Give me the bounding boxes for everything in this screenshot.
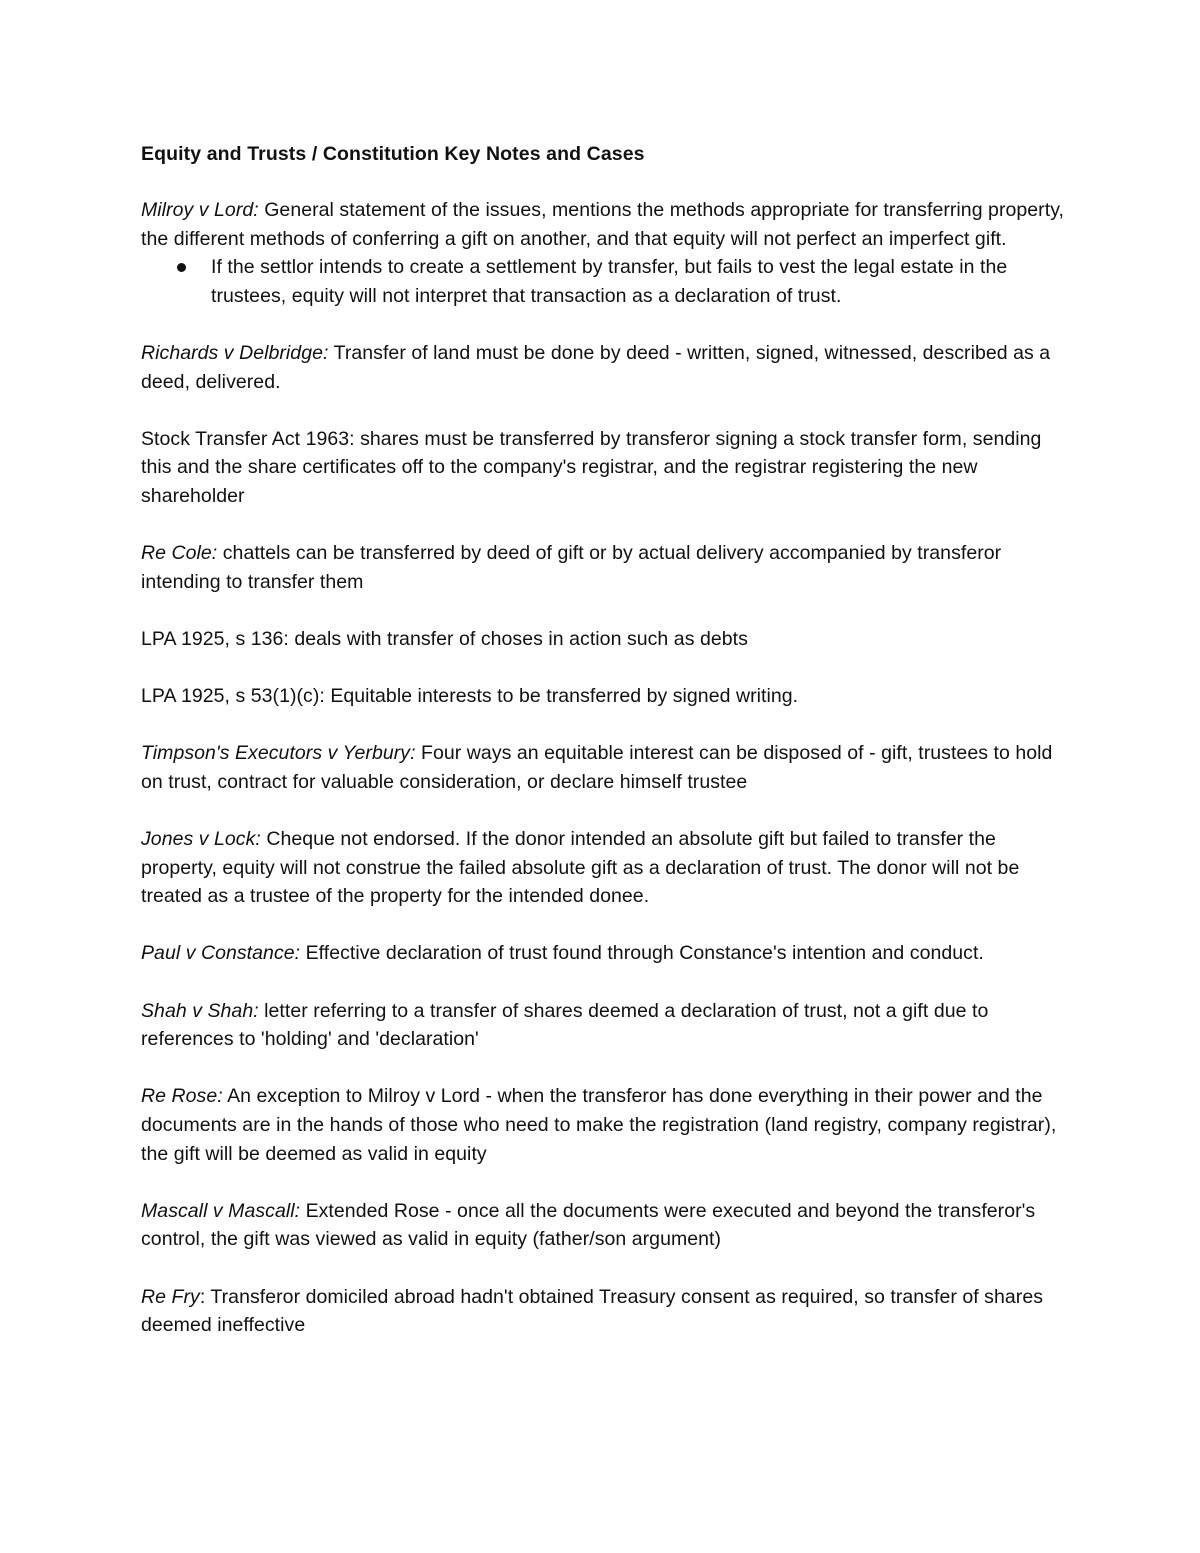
entry-text: Transfer of land must be done by deed - written, signed, witnessed, described as a deed, delivered. [141, 341, 1051, 393]
case-name: Re Cole: [141, 542, 218, 565]
entry-text: Four ways an equitable interest can be disposed of - gift, trustees to hold on trust, contract for valuable consideration, or declare himself trustee [141, 742, 1053, 793]
entry-lpa-s136 [141, 625, 1071, 654]
entry-lpa-s53 [141, 682, 1071, 711]
entry-milroy-v-lord [141, 196, 1071, 253]
entry-text: Cheque not endorsed. If the donor intended an absolute gift but failed to transfer the property, equity will not construe the failed absolute gift as a declaration of trust. The donor will not be treated as a trustee of the property for the intended donee. [141, 828, 1020, 908]
document-page [141, 140, 1071, 1368]
bullet-list [141, 253, 1071, 310]
entry-timpsons-executors [141, 739, 1071, 796]
bullet-item [141, 253, 1071, 310]
case-name: Re Rose: [141, 1085, 223, 1108]
entry-stock-transfer-act [141, 425, 1071, 511]
case-name: Milroy v Lord: [141, 199, 259, 221]
bullet-text: If the settlor intends to create a settlement by transfer, but fails to vest the legal estate in the trustees, equity will not interpret that transaction as a declaration of trust. [211, 256, 1008, 307]
entry-text: An exception to Milroy v Lord - when the transferor has done everything in their power and the documents are in the hands of those who need to make the registration (land registry, company registrar), the gift will be deemed as valid in equity [141, 1085, 1057, 1165]
case-name: Paul v Constance: [141, 942, 301, 965]
entry-mascall-v-mascall [141, 1197, 1071, 1254]
case-name: Jones v Lock: [141, 828, 261, 851]
entry-richards-v-delbridge [141, 339, 1071, 396]
case-name: Richards v Delbridge: [141, 341, 329, 364]
entry-text: Effective declaration of trust found through Constance's intention and conduct. [300, 942, 984, 965]
case-name: Re Fry [141, 1285, 200, 1308]
entry-re-rose [141, 1082, 1071, 1168]
document-title: Equity and Trusts / Constitution Key Notes and Cases [141, 143, 645, 165]
entry-re-cole [141, 539, 1071, 596]
case-name: Timpson's Executors v Yerbury: [141, 742, 416, 765]
entry-text: Extended Rose - once all the documents were executed and beyond the transferor's control, the gift was viewed as valid in equity (father/son argument) [141, 1199, 1036, 1251]
entry-paul-v-constance [141, 939, 1071, 968]
entry-text: : Transferor domiciled abroad hadn't obtained Treasury consent as required, so transfer of shares deemed ineffective [141, 1285, 1044, 1337]
entry-jones-v-lock [141, 825, 1071, 911]
bullet-icon [177, 263, 186, 272]
entry-text: General statement of the issues, mentions the methods appropriate for transferring property, the different methods of conferring a gift on another, and that equity will not perfect an imperfect gift. [141, 199, 1065, 250]
entry-text: LPA 1925, s 53(1)(c): Equitable interests to be transferred by signed writing. [141, 685, 799, 708]
entry-text: Stock Transfer Act 1963: shares must be transferred by transferor signing a stock transfer form, sending this and the share certificates off to the company's registrar, and the registrar registering the new shareholder [141, 427, 1042, 507]
entry-shah-v-shah [141, 997, 1071, 1054]
entry-text: LPA 1925, s 136: deals with transfer of choses in action such as debts [141, 627, 748, 650]
entry-re-fry [141, 1283, 1071, 1340]
case-name: Shah v Shah: [141, 999, 259, 1022]
case-name: Mascall v Mascall: [141, 1199, 301, 1222]
entry-text: chattels can be transferred by deed of gift or by actual delivery accompanied by transferor intending to transfer them [141, 542, 1002, 593]
entry-text: letter referring to a transfer of shares deemed a declaration of trust, not a gift due to references to 'holding' and 'declaration' [141, 999, 989, 1051]
